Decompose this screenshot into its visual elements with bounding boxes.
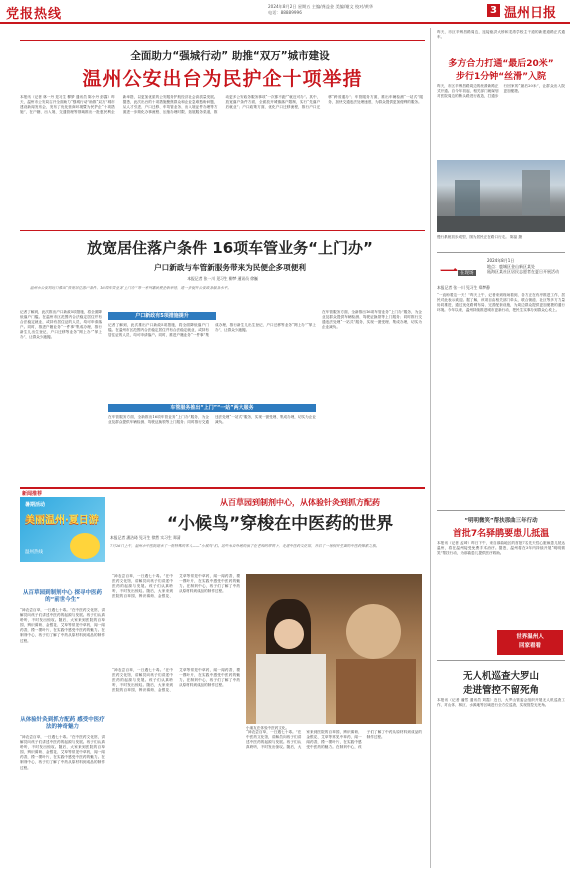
story3-headline-1: 无人机巡查大罗山 [462, 671, 539, 682]
divider [20, 40, 425, 41]
world-wenzhou-badge [497, 630, 563, 655]
event-location: 地点：鹿城区金山新区某处 [487, 263, 535, 269]
story3-body: 本报讯（记者 潘然 通讯员 刘霞）近日，大罗山管委会组织开展无人机巡查工作，对山体、林区、水源地等区域进行全方位巡查，实现管控无死角。 [437, 698, 565, 708]
sub-section1-bar: 户口新政有5项措施提升 [108, 312, 216, 320]
right-body: “一直盼着这一天！”昨天上午，记者来到现场看到，各方正在有序推进工作，居民对此表示欢迎。据了解，该项目由相关部门牵头，联合街道、社区等多方力量协同推进，通过优化路网布局、完善配套设施，为周边群众提供更加便捷的通行环境。今年以来，温州持续推进城市更新行动，把民生实事办到群众心坎上。 [437, 293, 565, 313]
ad-label: 暑期活动 [25, 502, 46, 508]
main-headline: 温州公安出台为民护企十项举措 [82, 68, 363, 90]
feature-body-col5: “神农尝百草，一日遇七十毒。”在中医药文化馆，讲解员向孩子们讲述中医药的起源与发展。孩子们认真聆听，不时发出惊叹。随后，大家来到医院的百草园，辨识薄荷、金银花、艾草等常见中草药，闻一闻药香，摸一摸叶片，在实践中感受中医药的魅力。在制剂中心，孩子们了解了中药从原材料到成品的制作过程。 [246, 730, 422, 750]
page-number: 3 [487, 4, 500, 17]
side-top-kicker: 昨天，市区辛贩昌路周边，连接瓯洪大桥和龙湾学校主干道的新建道路正式通车。 [437, 30, 565, 40]
sub-section2-bar: 车管服务推出“上门”“一站”两大服务 [108, 404, 316, 412]
section-title: 党报热线 [6, 7, 63, 22]
on-site-meta [487, 258, 567, 275]
feature-body-col2: “神农尝百草，一日遇七十毒。”在中医药文化馆，讲解员向孩子们讲述中医药的起源与发展。孩子们认真聆听，不时发出惊叹。随后，大家来到医院的百草园，辨识薄荷、金银花、艾草等常见中草药，闻一闻药香，摸一摸叶片，在实践中感受中医药的魅力。在制剂中心，孩子们了解了中药从原材料到成品的制作过程。 [20, 735, 105, 770]
feature-section2: 从体验针灸到抓方配药 感受中医疗法的神奇魅力 [20, 717, 105, 730]
main-kicker: 全面助力“强城行动” 助推“双万”城市建设 [130, 50, 330, 62]
header-info-line1: 2024年8月2日 星期五 主编/龚益金 美编/谢文 校对/黄华 [268, 4, 374, 9]
divider [437, 252, 565, 253]
divider [437, 660, 565, 661]
feature-body-col3: “神农尝百草，一日遇七十毒。”在中医药文化馆，讲解员向孩子们讲述中医药的起源与发展。孩子们认真聆听，不时发出惊叹。随后，大家来到医院的百草园，辨识薄荷、金银花、艾草等常见中草药，闻一闻药香，摸一摸叶片，在实践中感受中医药的魅力。在制剂中心，孩子们了解了中药从原材料到成品的制作过程。 [112, 574, 240, 599]
paper-masthead: 温州日报 [504, 6, 557, 21]
sub-body-col2: 记者了解到，此次推出户口新政5项措施，将全面降低落户门槛。在温州市区范围内合法稳定居住并有合法稳定就业，或持有居住证的人员，均可申请落户。同时，推进户籍业务“一件事”集成办理，推行新生儿出生登记、户口迁移等业务“网上办”“掌上办”，让群众少跑腿。 [108, 323, 316, 338]
footer-tag: 新闻推荐 [22, 491, 43, 497]
badge-line1: 世界温州人 [516, 634, 544, 640]
divider [20, 487, 425, 489]
feature-photo [246, 574, 422, 724]
street-photo [437, 160, 565, 232]
feature-caption: 小朋友在体验中医药文化。 [246, 726, 290, 730]
promo-ad [20, 497, 105, 562]
story2-body: 本报讯（记者 孟琦）昨日下午，来自那曲地区的首批7名先天性心脏病患儿抵达温州，将在温州接受免费手术治疗。据悉，温州将在3年内持续开展“明明微笑”帮扶行动，为那曲患儿提供医疗救助。 [437, 541, 565, 556]
on-site-logo-icon: 一 [440, 262, 458, 283]
ad-brand: 温州热线 [25, 550, 43, 555]
ad-title: 美丽温州·夏日游 [25, 515, 99, 526]
sub-intro: 温州市公安局近日推出“放宽居住落户条件、16项车管业务‘上门办’”等一系列惠民便企新举措，进一步提升公安政务服务水平。 [30, 286, 231, 290]
sub-headline: 放宽居住落户条件 16项车管业务“上门办” [87, 239, 373, 257]
column-divider [430, 28, 431, 868]
side-top-caption: 慢行系统初步成型，图为居民正在路口行走。 陈晶 摄 [437, 235, 522, 239]
sub-body-col3: 在车管服务方面，全新推出16项车管业务“上门办”服务，为企业及群众提供车辆检测、驾驶证换领等上门服务；同时推行交通违法处理“一站式”服务，实现一窗受理、集成办理，切实为企业减负。 [108, 415, 316, 425]
main-body: 本报讯（记者 林一丹 见习生 柳梦 通讯员 陈小丹 彭露）昨天，温州市公安局召开全面助力“强城行动”助推“双万”城市建设新闻发布会，发布了优化营商环境暨为民护企“十项措施”，在户籍、出入境、交通管理等领域推出一批惠民利企新举措，以更加优质的公安服务护航经济社会高质量发展。据悉，此次出台的十项措施聚焦群众和企业急难愁盼问题，从人才引进、户口迁移、车驾管业务、出入境证件办理等方面进一步简化办事流程、压缩办理时限、拓展服务渠道，推动更多公安政务服务事项“一次都不跑”“就近可办”。其中，放宽落户条件方面，全面放开城镇落户限制，实行“先落户后就业”；户口政策方面，优化户口迁移流程，推行户口迁移“跨省通办”；车管服务方面，推出车辆检测“一站式”服务，加快交通违法处理速度，为群众提供更加便利的服务。 [20, 95, 423, 115]
right-byline: 本报记者 张一川 见习生 郑梦静 [437, 285, 490, 290]
header-phone: 电话：88889996 [268, 10, 302, 15]
feature-byline: 本报记者 潘洁琦 见习生 徐然 实习生 郑清 [110, 535, 181, 540]
sub-subhead: 户口新政与车管新服务带来为民便企多项便利 [154, 263, 306, 272]
feature-intro: 7月26日上午，温州市中医院迎来了一批特殊的客人——“小候鸟”们。这些来自外地的孩子在老师的带领下，走进中医药文化馆，开启了一场别开生面的中医药探索之旅。 [110, 544, 380, 548]
sun-icon [70, 533, 100, 559]
on-site-label: 在现场 [460, 271, 474, 276]
event-desc: 瓯海区某社区居民志愿者在夏日开展活动 [487, 269, 559, 274]
divider [437, 510, 565, 511]
sub-body-col1: 记者了解到，此次推出户口新政5项措施，将全面降低落户门槛。在温州市区范围内合法稳定居住并有合法稳定就业，或持有居住证的人员，均可申请落户。同时，推进户籍业务“一件事”集成办理，推行新生儿出生登记、户口迁移等业务“网上办”“掌上办”，让群众少跑腿。 [20, 310, 102, 340]
side-top-body: 昨天，市区辛贩昌路周边的丝滑新路正式开通。自今年初起，相关部门就谋划对医院周边的断头路进行改造，打通步行回家的“最后20米”，让群众出入院更加便捷。 [437, 84, 565, 99]
side-top-headline-2: 步行1分钟“丝滑”入院 [455, 72, 547, 82]
feature-body-col4: “神农尝百草，一日遇七十毒。”在中医药文化馆，讲解员向孩子们讲述中医药的起源与发展。孩子们认真聆听，不时发出惊叹。随后，大家来到医院的百草园，辨识薄荷、金银花、艾草等常见中草药，闻一闻药香，摸一摸叶片，在实践中感受中医药的魅力。在制剂中心，孩子们了解了中药从原材料到成品的制作过程。 [112, 668, 240, 693]
sub-byline: 本报记者 张一川 见习生 柳梦 通讯员 徐巍 [187, 276, 258, 281]
story2-headline: 首批7名驿鹃要患儿抵温 [452, 529, 550, 539]
feature-kicker: 从百草园到制剂中心，从体验针灸到抓方配药 [220, 498, 380, 507]
story2-kicker: “明明微笑”帮扶那曲三年行动 [464, 518, 538, 524]
sub-body-col4: 在车管服务方面，全新推出16项车管业务“上门办”服务，为企业及群众提供车辆检测、驾驶证换领等上门服务；同时推行交通违法处理“一站式”服务，实现一窗受理、集成办理，切实为企业减负。 [322, 310, 422, 330]
story3-headline-2: 走进管控不留死角 [462, 685, 539, 696]
header-info [268, 4, 448, 16]
event-date: 2024年8月1日 [487, 258, 515, 263]
feature-headline: “小候鸟”穿梭在中医药的世界 [166, 514, 394, 534]
feature-body-col1: “神农尝百草，一日遇七十毒。”在中医药文化馆，讲解员向孩子们讲述中医药的起源与发展。孩子们认真聆听，不时发出惊叹。随后，大家来到医院的百草园，辨识薄荷、金银花、艾草等常见中草药，闻一闻药香，摸一摸叶片，在实践中感受中医药的魅力。在制剂中心，孩子们了解了中药从原材料到成品的制作过程。 [20, 608, 105, 643]
feature-section1: 从百草园到制剂中心 探寻中医药的“前世今生” [23, 590, 102, 603]
badge-line2: 回家看看 [518, 643, 541, 649]
side-top-headline-1: 多方合力打通“最后20米” [448, 59, 554, 69]
divider [20, 230, 425, 231]
